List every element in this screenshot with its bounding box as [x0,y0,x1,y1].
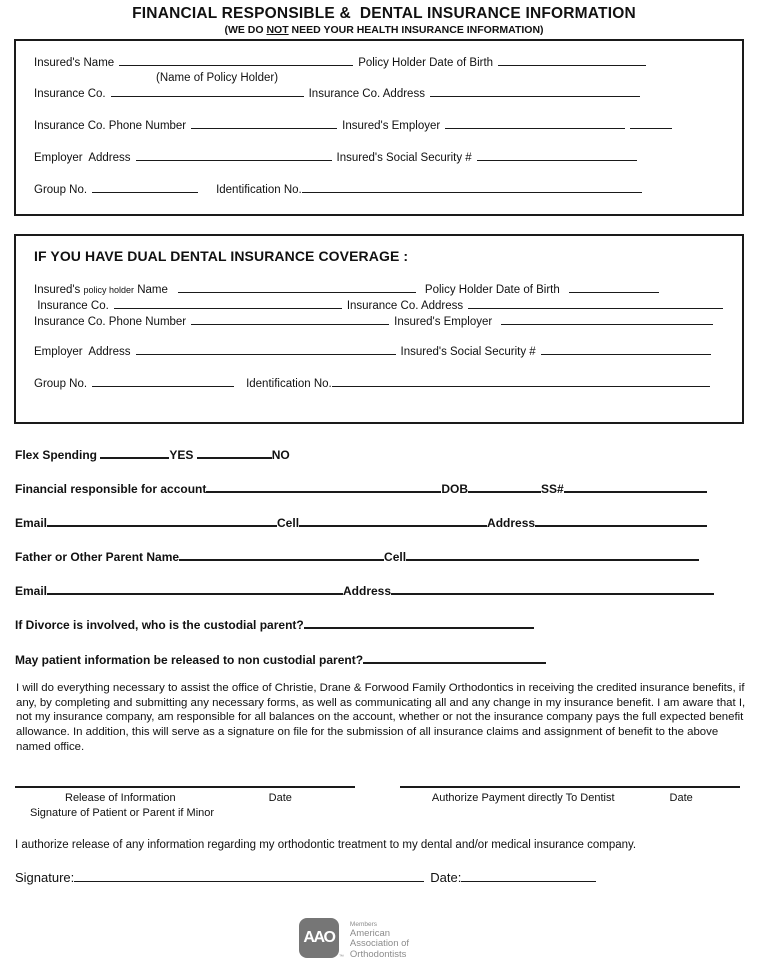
subtitle-not-emphasis: NOT [266,24,289,36]
flex-yes-field[interactable] [100,449,169,459]
dual-policy-dob-label: Policy Holder Date of Birth [424,284,560,296]
email-field[interactable] [47,517,277,527]
aao-members-label: Members [349,920,378,928]
date-field[interactable] [461,870,596,882]
divorce-question-row [15,618,753,632]
flex-no-label: NO [271,448,290,462]
dual-insured-prefix: Insured's [34,284,84,296]
dob-field[interactable] [468,483,541,493]
dual-insurance-co-address-field[interactable] [468,298,723,309]
insurance-phone-label: Insurance Co. Phone Number [34,120,187,132]
employer-address-row [34,150,734,166]
mother-contact-row [15,516,753,530]
insurance-phone-field[interactable] [191,118,337,129]
dual-employer-address-field[interactable] [136,344,396,355]
father-email-label: Email [15,584,48,598]
father-name-label: Father or Other Parent Name [15,550,180,564]
dual-coverage-heading: IF YOU HAVE DUAL DENTAL INSURANCE COVERAGE : [34,248,409,264]
dual-employer-address-row [34,344,734,360]
dual-insured-name-field[interactable] [178,282,416,293]
dual-insurance-co-field[interactable] [114,298,342,309]
insureds-employer-label: Insured's Employer [342,120,441,132]
dual-group-no-label: Group No. [34,378,88,390]
authorize-date-label: Date [669,791,693,804]
financial-responsible-label: Financial responsible for account [15,482,207,496]
father-cell-field[interactable] [406,551,699,561]
insurance-co-row [34,86,734,102]
financial-responsible-field[interactable] [206,483,441,493]
aao-logo-acronym: AAO [303,928,335,946]
dual-identification-no-label: Identification No. [246,378,332,390]
divorce-question-label: If Divorce is involved, who is the custodial parent? [15,618,304,632]
release-question-label: May patient information be released to non custodial parent? [15,653,364,667]
aao-org-line1: American [349,927,391,939]
aao-logo-badge [299,918,339,958]
flex-yes-label: YES [169,448,197,462]
dual-insured-suffix: Name [134,284,168,296]
ss-label: SS# [541,482,564,496]
father-row [15,550,753,564]
father-address-field[interactable] [391,585,714,595]
email-label: Email [15,516,48,530]
cell-label: Cell [277,516,300,530]
dual-policy-holder-small-label: policy holder [83,285,135,295]
insureds-employer-field-2[interactable] [630,118,672,129]
dual-identification-no-field[interactable] [332,376,710,387]
custodial-parent-field[interactable] [304,619,534,629]
insurance-co-address-label: Insurance Co. Address [308,88,425,100]
dual-social-security-field[interactable] [541,344,711,355]
dual-insurance-co-address-label: Insurance Co. Address [346,300,464,312]
dual-employer-address-label: Employer Address [34,346,131,358]
financial-responsible-row [15,482,753,496]
identification-no-field[interactable] [302,182,642,193]
dual-insurance-box [14,234,744,424]
signature-label: Signature: [15,869,75,885]
release-of-information-label: Release of Information [65,791,176,804]
father-name-field[interactable] [179,551,384,561]
dual-group-no-field[interactable] [92,376,234,387]
flex-spending-label: Flex Spending [15,448,101,462]
father-address-label: Address [343,584,392,598]
dual-insurance-phone-field[interactable] [191,314,389,325]
policy-dob-field[interactable] [498,55,646,66]
aao-org-line3: Orthodontists [349,948,407,960]
social-security-label: Insured's Social Security # [336,152,472,164]
address-field[interactable] [535,517,707,527]
dual-insured-name-row [34,282,734,298]
signature-lines [15,786,768,788]
insureds-employer-field[interactable] [445,118,625,129]
dual-social-security-label: Insured's Social Security # [400,346,536,358]
dual-group-id-row [34,376,734,392]
agreement-paragraph: I will do everything necessary to assist the office of Christie, Drane & Forwood Family Orthodontics in receiving the credited insurance benefits, if any, by completing and submitting any necessary forms, as well as communicating all and any change in my insurance benefit. I am aware that I, not my insurance company, am responsible for all balances on the account, whether or not the insurance company pays the full expected benefit allowance. In addition, this will serve as a signature on file for the submission of all insurance claims and assignment of benefit to the above named office. [16,682,749,753]
authorize-payment-label: Authorize Payment directly To Dentist [431,791,615,804]
signature-labels [15,792,768,805]
father-email-field[interactable] [47,585,343,595]
flex-no-field[interactable] [197,449,272,459]
dual-policy-dob-field[interactable] [569,282,659,293]
aao-org-line2: Association of [349,938,410,950]
insured-name-label: Insured's Name [34,57,115,69]
flex-spending-row [15,448,753,462]
account-details-section [15,448,753,667]
dual-insurance-co-row [34,298,734,314]
social-security-field[interactable] [477,150,637,161]
insurance-co-address-field[interactable] [430,86,640,97]
identification-no-label: Identification No. [216,184,302,196]
policy-holder-note: (Name of Policy Holder) [156,72,279,84]
dual-insurance-co-label: Insurance Co. [34,300,109,312]
insured-name-field[interactable] [119,55,353,66]
page-title: FINANCIAL RESPONSIBLE & DENTAL INSURANCE INFORMATION [132,5,636,22]
dual-insureds-employer-label: Insured's Employer [394,316,493,328]
dob-label: DOB [441,482,469,496]
group-no-field[interactable] [92,182,198,193]
primary-insurance-box [14,39,744,216]
page-subtitle [0,24,768,36]
authorize-signature-field[interactable] [400,786,740,788]
insurance-phone-row [34,118,734,134]
release-date-label: Date [268,791,292,804]
insurance-co-label: Insurance Co. [34,88,106,100]
date-label: Date: [430,869,462,885]
cell-field[interactable] [299,517,487,527]
release-answer-field[interactable] [363,654,546,664]
authorization-statement: I authorize release of any information regarding my orthodontic treatment to my dental and/or medical insurance company. [15,838,637,851]
employer-address-field[interactable] [136,150,332,161]
policy-dob-label: Policy Holder Date of Birth [358,57,494,69]
patient-signature-note: Signature of Patient or Parent if Minor [30,806,215,819]
father-contact-row [15,584,753,598]
ss-field[interactable] [564,483,707,493]
trademark-symbol: ™ [338,954,344,961]
final-signature-row [15,870,768,886]
address-label: Address [487,516,536,530]
group-id-row [34,182,734,198]
dual-insurance-phone-row [34,314,734,330]
aao-logo-text [350,918,409,961]
aao-logo [0,918,738,961]
group-no-label: Group No. [34,184,88,196]
insurance-co-field[interactable] [111,86,304,97]
insured-name-row [34,55,734,71]
dual-insurance-phone-label: Insurance Co. Phone Number [34,316,187,328]
father-cell-label: Cell [384,550,407,564]
dual-insureds-employer-field[interactable] [501,314,713,325]
employer-address-label: Employer Address [34,152,131,164]
subtitle-suffix: NEED YOUR HEALTH INSURANCE INFORMATION) [288,24,544,36]
release-question-row [15,653,753,667]
release-signature-field[interactable] [15,786,355,788]
dental-insurance-form [0,5,768,976]
subtitle-prefix: (WE DO [224,24,267,36]
signature-field[interactable] [74,870,424,882]
